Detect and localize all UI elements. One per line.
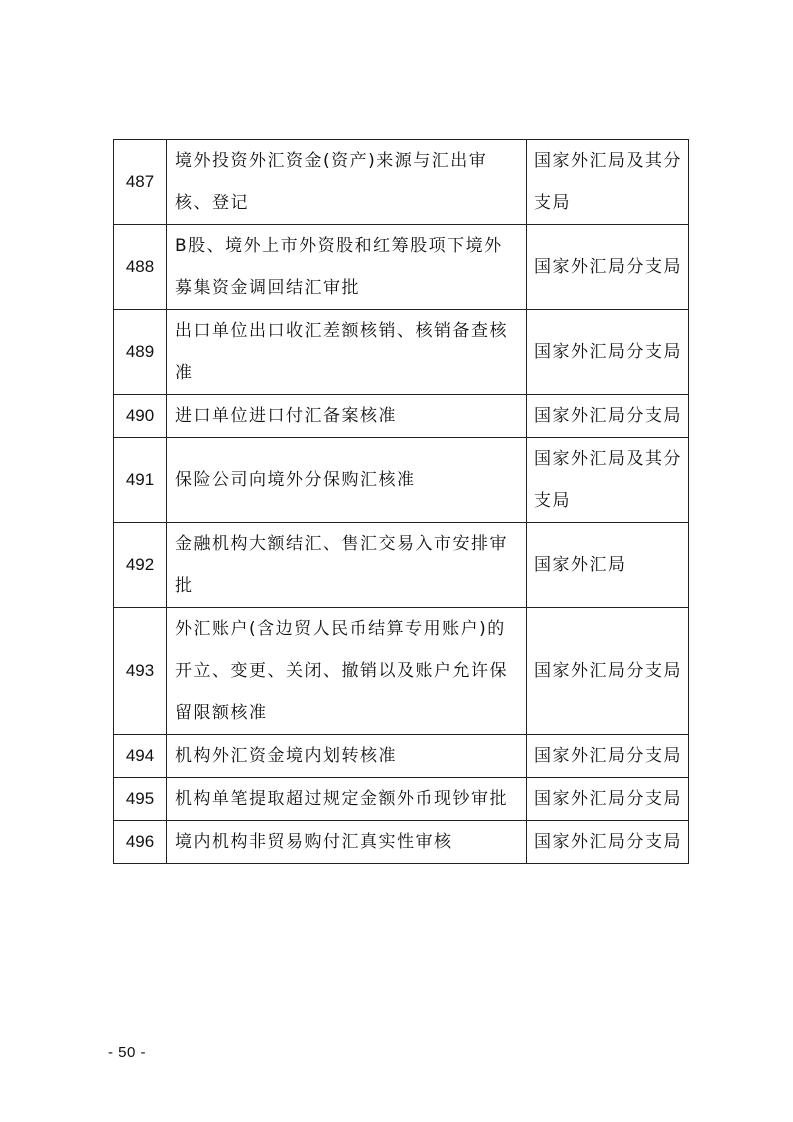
table-row	[114, 821, 689, 864]
table-row	[114, 778, 689, 821]
responsible-department: 国家外汇局及其分支局	[527, 438, 689, 523]
responsible-department: 国家外汇局及其分支局	[527, 140, 689, 225]
item-number: 487	[114, 140, 167, 225]
responsible-department: 国家外汇局分支局	[527, 735, 689, 778]
responsible-department: 国家外汇局分支局	[527, 608, 689, 735]
table-row	[114, 225, 689, 310]
item-description: 外汇账户(含边贸人民币结算专用账户)的开立、变更、关闭、撤销以及账户允许保留限额核准	[167, 608, 527, 735]
item-description: B股、境外上市外资股和红筹股项下境外募集资金调回结汇审批	[167, 225, 527, 310]
item-description: 境内机构非贸易购付汇真实性审核	[167, 821, 527, 864]
item-description: 进口单位进口付汇备案核准	[167, 395, 527, 438]
table-row	[114, 310, 689, 395]
item-description: 境外投资外汇资金(资产)来源与汇出审核、登记	[167, 140, 527, 225]
item-number: 491	[114, 438, 167, 523]
table-row	[114, 523, 689, 608]
item-description: 出口单位出口收汇差额核销、核销备查核准	[167, 310, 527, 395]
table-row	[114, 735, 689, 778]
responsible-department: 国家外汇局分支局	[527, 821, 689, 864]
table-row	[114, 438, 689, 523]
item-description: 保险公司向境外分保购汇核准	[167, 438, 527, 523]
table-row	[114, 608, 689, 735]
item-number: 492	[114, 523, 167, 608]
item-description: 机构单笔提取超过规定金额外币现钞审批	[167, 778, 527, 821]
responsible-department: 国家外汇局分支局	[527, 310, 689, 395]
item-number: 495	[114, 778, 167, 821]
responsible-department: 国家外汇局分支局	[527, 395, 689, 438]
responsible-department: 国家外汇局分支局	[527, 778, 689, 821]
item-number: 494	[114, 735, 167, 778]
item-number: 489	[114, 310, 167, 395]
item-description: 机构外汇资金境内划转核准	[167, 735, 527, 778]
item-number: 488	[114, 225, 167, 310]
item-number: 493	[114, 608, 167, 735]
item-number: 496	[114, 821, 167, 864]
item-description: 金融机构大额结汇、售汇交易入市安排审批	[167, 523, 527, 608]
approval-items-table	[113, 139, 689, 864]
item-number: 490	[114, 395, 167, 438]
table-row	[114, 395, 689, 438]
responsible-department: 国家外汇局分支局	[527, 225, 689, 310]
responsible-department: 国家外汇局	[527, 523, 689, 608]
page-number: - 50 -	[108, 1044, 147, 1061]
table-row	[114, 140, 689, 225]
